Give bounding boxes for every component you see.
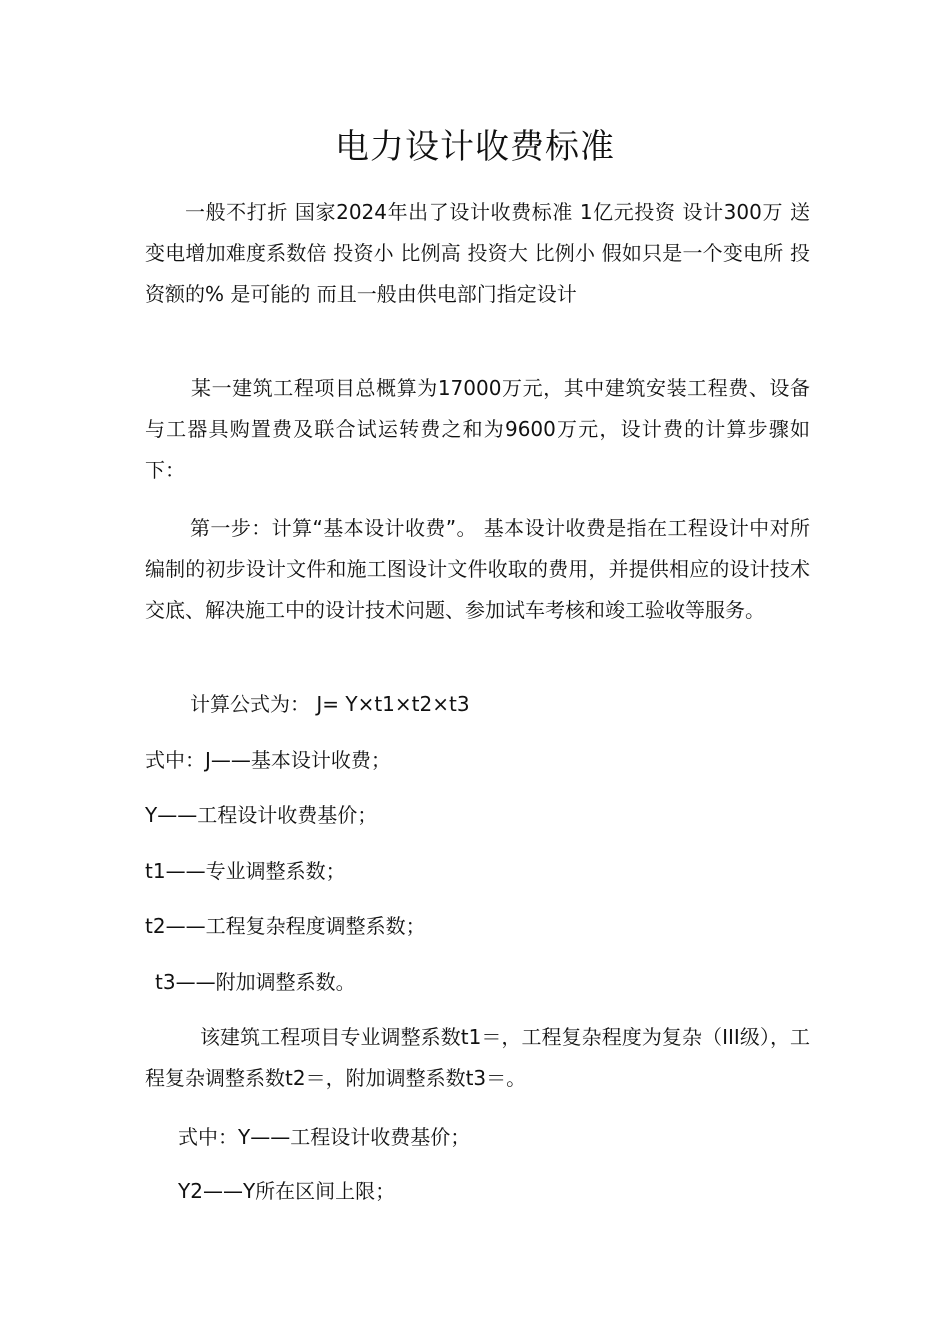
step1-paragraph: 第一步：计算“基本设计收费”。 基本设计收费是指在工程设计中对所编制的初步设计文件和施工图设计文件收取的费用，并提供相应的设计技术交底、解决施工中的设计技术问题、参加试车考核和竣工验收等服务。 <box>145 516 810 622</box>
definition-j: 式中：J——基本设计收费； <box>145 748 391 772</box>
formula-line: 计算公式为： J= Y×t1×t2×t3 <box>190 692 470 716</box>
intro-paragraph: 一般不打折 国家2024年出了设计收费标准 1亿元投资 设计300万 送变电增加难度系数倍 投资小 比例高 投资大 比例小 假如只是一个变电所 投资额的% 是可能的 而且一般由供电部门指定设计 <box>145 200 810 306</box>
definition-t2: t2——工程复杂程度调整系数； <box>145 914 426 938</box>
coefficients-paragraph: 该建筑工程项目专业调整系数t1＝，工程复杂程度为复杂（III级），工程复杂调整系数t2＝，附加调整系数t3＝。 <box>145 1025 810 1090</box>
definition-y: Y——工程设计收费基价； <box>145 803 378 827</box>
example-paragraph: 某一建筑工程项目总概算为17000万元，其中建筑安装工程费、设备与工器具购置费及联合试运转费之和为9600万元，设计费的计算步骤如下： <box>145 376 810 482</box>
document-title: 电力设计收费标准 <box>335 127 615 167</box>
definition-y-again: 式中：Y——工程设计收费基价； <box>178 1125 471 1149</box>
definition-t3: t3——附加调整系数。 <box>155 970 356 994</box>
definition-y2: Y2——Y所在区间上限； <box>178 1179 396 1203</box>
definition-t1: t1——专业调整系数； <box>145 859 346 883</box>
